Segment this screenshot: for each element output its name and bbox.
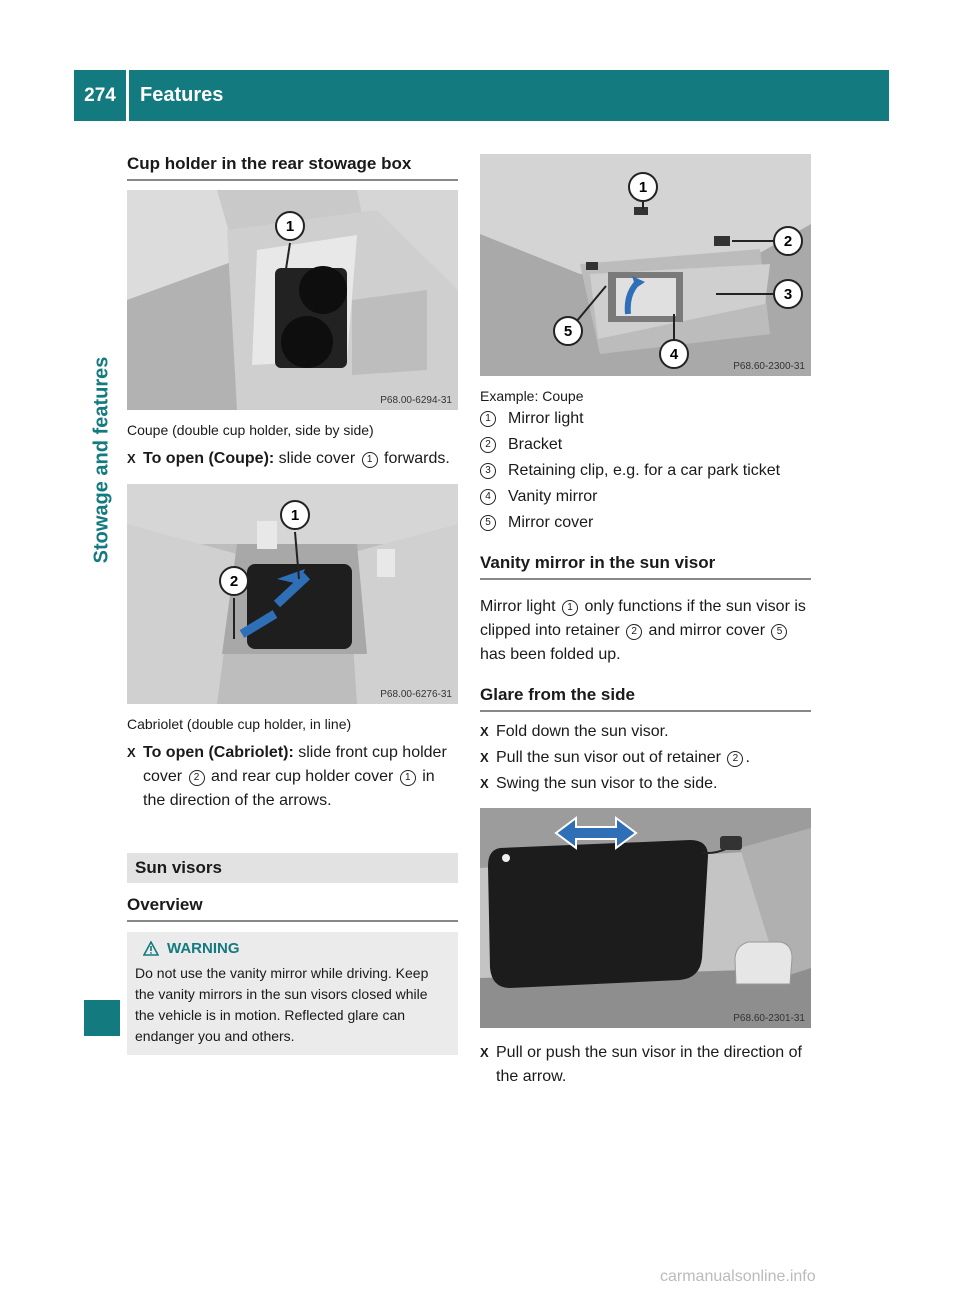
figure-sun-visor-overview <box>480 154 811 376</box>
heading-glare-side: Glare from the side <box>480 685 811 712</box>
caption-example-coupe: Example: Coupe <box>480 388 584 404</box>
figure-coupe-cup-holder <box>127 190 458 410</box>
legend-label: Bracket <box>508 436 563 453</box>
step-pull-out <box>480 746 811 770</box>
sun-visor-side-illustration <box>480 808 811 1028</box>
section-title: Features <box>129 70 889 121</box>
warning-body: Do not use the vanity mirror while driving. Keep the vanity mirrors in the sun visors closed while the vehicle is in motion. Reflected glare can endanger you and others. <box>135 965 429 1044</box>
legend-label: Mirror cover <box>508 514 594 531</box>
figure-code: P68.60-2301-31 <box>733 1013 805 1024</box>
figure-code: P68.00-6294-31 <box>380 395 452 406</box>
step-text: . <box>745 749 750 766</box>
step-swing <box>480 772 811 796</box>
chapter-tab-label: Stowage and features <box>90 356 113 564</box>
heading-cup-holder: Cup holder in the rear stowage box <box>127 154 458 181</box>
arrow-x-icon: X <box>127 451 136 466</box>
step-open-cabriolet <box>127 741 458 813</box>
legend-label: Retaining clip, e.g. for a car park ticket <box>508 462 781 479</box>
arrow-x-icon: X <box>480 776 489 791</box>
svg-text:1: 1 <box>638 179 648 196</box>
svg-text:3: 3 <box>783 286 793 303</box>
callout-number: 2 <box>480 437 496 453</box>
callout-number: 1 <box>562 600 578 616</box>
callout-number: 1 <box>400 770 416 786</box>
legend-list <box>480 406 811 536</box>
cabriolet-cup-holder-illustration <box>127 484 458 704</box>
warning-box <box>127 932 458 1055</box>
step-text: and rear cup holder cover <box>206 768 398 785</box>
arrow-x-icon: X <box>480 750 489 765</box>
callout-number: 2 <box>727 751 743 767</box>
callout-number: 1 <box>362 452 378 468</box>
para-text: has been folded up. <box>480 646 621 663</box>
step-text: Fold down the sun visor. <box>496 723 669 740</box>
chapter-marker <box>84 1000 120 1036</box>
heading-vanity-mirror: Vanity mirror in the sun visor <box>480 553 811 580</box>
legend-label: Vanity mirror <box>508 488 598 505</box>
section-sun-visors: Sun visors <box>127 853 458 883</box>
arrow-x-icon: X <box>480 1045 489 1060</box>
callout-number: 2 <box>189 770 205 786</box>
step-pull-push <box>480 1041 811 1089</box>
para-text: and mirror cover <box>644 622 770 639</box>
glare-steps <box>480 720 811 796</box>
left-column <box>127 154 458 1055</box>
figure-cabriolet-cup-holder <box>127 484 458 704</box>
step-label: To open (Cabriolet): <box>143 744 294 761</box>
svg-text:1: 1 <box>285 218 295 235</box>
callout-number: 2 <box>626 624 642 640</box>
step-text: Swing the sun visor to the side. <box>496 775 718 792</box>
step-text: Pull or push the sun visor in the direction of the arrow. <box>496 1044 802 1085</box>
sun-visor-overview-illustration <box>480 154 811 376</box>
callout-number: 5 <box>771 624 787 640</box>
svg-text:2: 2 <box>783 233 793 250</box>
step-open-coupe <box>127 447 458 471</box>
svg-text:5: 5 <box>563 323 573 340</box>
svg-text:1: 1 <box>290 507 300 524</box>
legend-label: Mirror light <box>508 410 584 427</box>
callout-number: 5 <box>480 515 496 531</box>
para-text: only functions if the sun visor is clipped into retainer <box>480 598 806 639</box>
step-text: slide cover <box>274 450 360 467</box>
legend-item <box>480 458 811 484</box>
svg-text:2: 2 <box>229 573 239 590</box>
warning-header <box>135 938 450 959</box>
legend-item <box>480 406 811 432</box>
step-fold-down <box>480 720 811 744</box>
svg-text:4: 4 <box>669 346 679 363</box>
heading-overview: Overview <box>127 895 458 922</box>
caption-coupe: Coupe (double cup holder, side by side) <box>127 422 374 438</box>
step-text: in the direction of the arrows. <box>143 768 435 809</box>
warning-title: WARNING <box>167 940 240 957</box>
footer-watermark: carmanualsonline.info <box>660 1268 816 1285</box>
caption-cabriolet: Cabriolet (double cup holder, in line) <box>127 716 352 732</box>
step-text: slide front cup holder cover <box>143 744 447 785</box>
arrow-x-icon: X <box>480 724 489 739</box>
page-number: 274 <box>74 70 126 121</box>
coupe-cup-holder-illustration <box>127 190 458 410</box>
callout-number: 1 <box>480 411 496 427</box>
right-column <box>480 154 811 1089</box>
legend-item <box>480 510 811 536</box>
legend-item <box>480 484 811 510</box>
legend-item <box>480 432 811 458</box>
callout-number: 4 <box>480 489 496 505</box>
figure-sun-visor-side <box>480 808 811 1028</box>
warning-triangle-icon <box>143 941 159 956</box>
arrow-x-icon: X <box>127 745 136 760</box>
step-text: forwards. <box>379 450 450 467</box>
figure-code: P68.00-6276-31 <box>380 689 452 700</box>
step-text: Pull the sun visor out of retainer <box>496 749 726 766</box>
para-text: Mirror light <box>480 598 561 615</box>
figure-code: P68.60-2300-31 <box>733 361 805 372</box>
callout-number: 3 <box>480 463 496 479</box>
step-label: To open (Coupe): <box>143 450 275 467</box>
paragraph-mirror-light <box>480 595 811 667</box>
